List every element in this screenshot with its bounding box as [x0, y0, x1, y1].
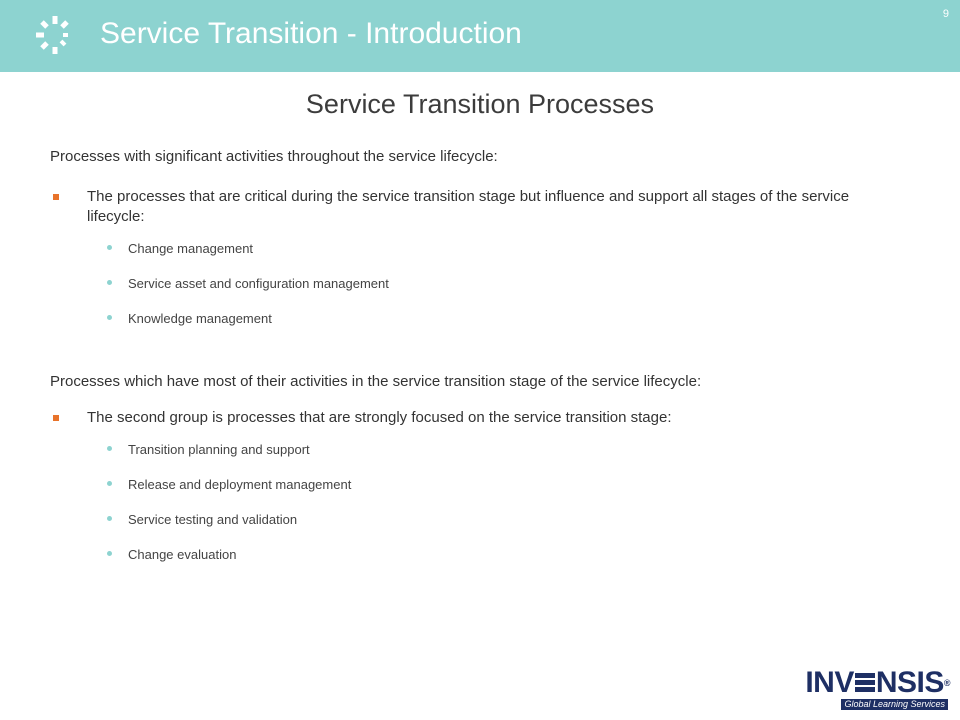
- registered-mark: ®: [943, 678, 950, 688]
- list-item: [50, 477, 880, 512]
- section-lead: Processes which have most of their activities in the service transition stage of the service lifecycle:: [50, 373, 702, 390]
- dot-bullet-icon: [107, 516, 112, 521]
- dot-bullet-icon: [107, 245, 112, 250]
- section-lead: Processes with significant activities throughout the service lifecycle:: [50, 148, 498, 165]
- dot-bullet-icon: [107, 280, 112, 285]
- list-item-text: Transition planning and support: [128, 442, 310, 457]
- list-item-text: Release and deployment management: [128, 477, 352, 492]
- dot-bullet-icon: [107, 551, 112, 556]
- list-item-text: Service asset and configuration management: [128, 276, 389, 291]
- logo-e-bars-icon: [855, 671, 875, 693]
- loading-spinner-icon: [34, 14, 76, 56]
- section-bullet: [50, 408, 880, 428]
- logo-text-right: NSIS: [875, 666, 944, 699]
- logo-wordmark: [805, 668, 950, 698]
- list-item-text: Change management: [128, 241, 254, 256]
- list-item-text: Change evaluation: [128, 547, 237, 562]
- list-item: [50, 241, 880, 276]
- list-item: [50, 311, 880, 346]
- list-item-text: Knowledge management: [128, 311, 272, 326]
- square-bullet-icon: [53, 415, 59, 421]
- dot-bullet-icon: [107, 315, 112, 320]
- dot-bullet-icon: [107, 481, 112, 486]
- sub-list: [50, 442, 880, 582]
- slide-title: Service Transition Processes: [305, 89, 655, 119]
- bullet-text: The second group is processes that are strongly focused on the service transition stage:: [87, 409, 672, 426]
- list-item-text: Service testing and validation: [128, 512, 298, 527]
- list-item: [50, 547, 880, 582]
- sub-list: [50, 241, 880, 346]
- section-bullet: [50, 187, 880, 227]
- slide-content: [50, 147, 880, 582]
- logo-text-left: INV: [805, 666, 854, 699]
- page-number: 9: [942, 8, 949, 20]
- list-item: [50, 512, 880, 547]
- square-bullet-icon: [53, 194, 59, 200]
- list-item: [50, 276, 880, 311]
- logo-tagline: Global Learning Services: [841, 699, 948, 710]
- dot-bullet-icon: [107, 446, 112, 451]
- header-bar: [0, 0, 960, 72]
- list-item: [50, 442, 880, 477]
- header-title: Service Transition - Introduction: [100, 17, 522, 50]
- bullet-text: The processes that are critical during the service transition stage but influence and support all stages of the service lifecycle:: [87, 188, 850, 225]
- invensis-logo: [802, 668, 950, 710]
